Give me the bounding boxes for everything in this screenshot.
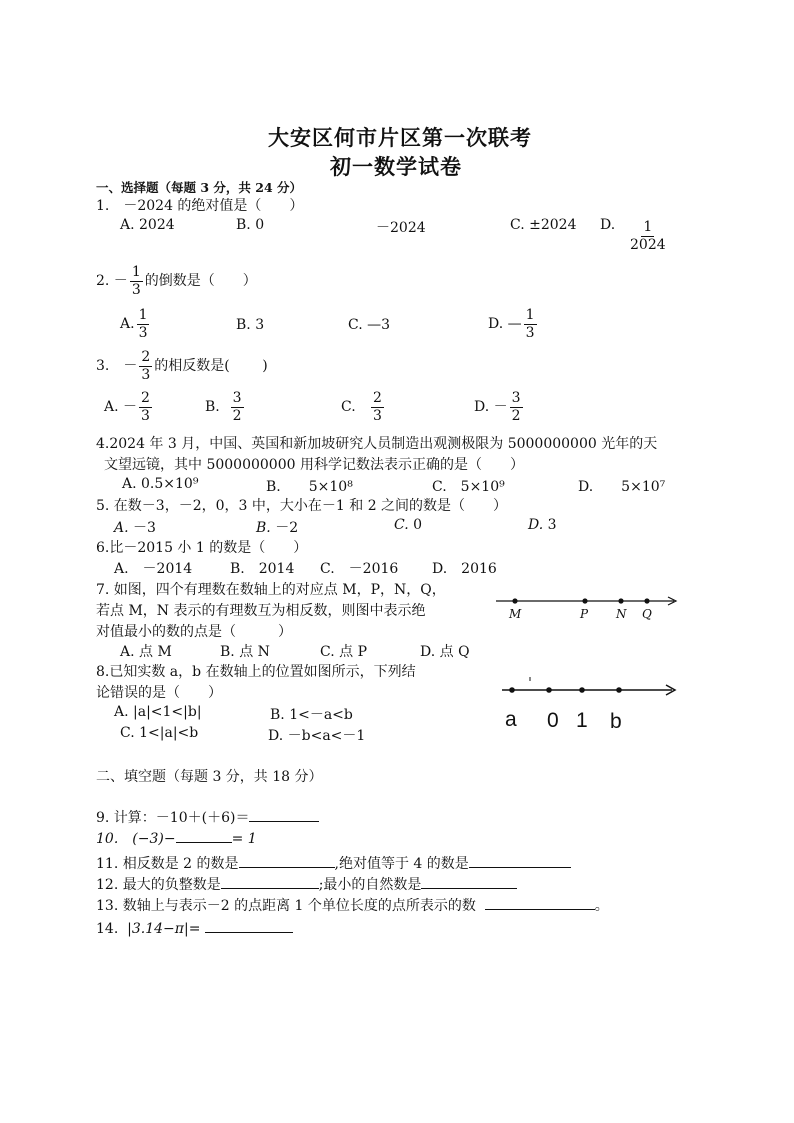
point-n bbox=[618, 598, 623, 603]
point-origin bbox=[546, 687, 552, 693]
q10-suffix: = 1 bbox=[231, 831, 257, 847]
q4-option-a: A. 0.5×10⁹ bbox=[122, 476, 199, 492]
q6-option-c: C. －2016 bbox=[320, 561, 399, 577]
fraction-denominator: 2024 bbox=[630, 236, 666, 253]
answer-blank[interactable] bbox=[421, 874, 517, 889]
point-p bbox=[582, 598, 587, 603]
fraction-denominator: 2 bbox=[232, 407, 242, 424]
option-label: A. － bbox=[104, 399, 138, 416]
q3-option-b bbox=[205, 391, 246, 423]
option-value: 0 bbox=[413, 517, 423, 533]
q7-option-a: A. 点 M bbox=[120, 644, 172, 660]
question-11 bbox=[96, 853, 571, 873]
label-zero: 0 bbox=[547, 709, 559, 732]
question-4-line-1: 4.2024 年 3 月，中国、英国和新加坡研究人员制造出观测极限为 5000000000 光年的天 bbox=[96, 436, 658, 452]
section-fill-heading: 二、填空题（每题 3 分，共 18 分） bbox=[96, 769, 323, 785]
q9-text: 9. 计算：－10＋(＋6)＝ bbox=[96, 810, 250, 826]
answer-blank[interactable] bbox=[249, 807, 319, 822]
fraction-numerator: 3 bbox=[232, 390, 242, 406]
exam-title: 大安区何市片区第一次联考 bbox=[268, 125, 532, 150]
q8-option-c: C. 1<|a|<b bbox=[120, 725, 199, 741]
q11-prefix: 11. 相反数是 2 的数是 bbox=[96, 856, 239, 872]
question-1-stem: 1. －2024 的绝对值是（ ） bbox=[96, 198, 304, 214]
question-7-line-2: 若点 M，N 表示的有理数互为相反数，则图中表示绝 bbox=[96, 603, 426, 619]
question-9 bbox=[96, 807, 319, 827]
question-6-stem: 6.比－2015 小 1 的数是（ ） bbox=[96, 540, 308, 556]
point-m bbox=[512, 598, 517, 603]
label-b: b bbox=[610, 710, 622, 733]
q1-option-b: B. 0 bbox=[236, 217, 265, 233]
q3-prefix: 3. － bbox=[96, 358, 138, 375]
q1-option-d: D. bbox=[600, 217, 616, 233]
q2-option-b: B. 3 bbox=[236, 317, 265, 333]
point-b bbox=[616, 687, 622, 693]
option-label: B. bbox=[205, 399, 220, 416]
q7-option-b: B. 点 N bbox=[220, 644, 270, 660]
fraction-denominator: 3 bbox=[138, 324, 148, 341]
point-q bbox=[644, 598, 649, 603]
q7-option-d: D. 点 Q bbox=[420, 644, 470, 660]
option-label: D. bbox=[528, 517, 544, 533]
q2-suffix: 的倒数是（ ） bbox=[144, 273, 257, 290]
q10-prefix: 10. (−3)− bbox=[96, 831, 176, 847]
q12-prefix: 12. 最大的负整数是 bbox=[96, 877, 221, 893]
q3-option-d bbox=[474, 391, 525, 423]
q3-option-c bbox=[341, 391, 386, 423]
fraction-denominator: 2 bbox=[511, 407, 521, 424]
q2-option-d bbox=[488, 308, 539, 340]
point-q-label: Q bbox=[642, 607, 652, 621]
question-5-stem: 5. 在数－3，－2，0，3 中，大小在－1 和 2 之间的数是（ ） bbox=[96, 498, 508, 514]
question-7-line-3: 对值最小的数的点是（ ） bbox=[96, 624, 292, 640]
q4-option-b: B. 5×10⁸ bbox=[266, 479, 353, 495]
option-label: C. bbox=[341, 399, 356, 416]
answer-blank[interactable] bbox=[221, 874, 319, 889]
answer-blank[interactable] bbox=[469, 853, 571, 868]
q5-option-a bbox=[114, 517, 156, 537]
q11-middle: ,绝对值等于 4 的数是 bbox=[334, 856, 469, 872]
option-label: A. bbox=[120, 316, 135, 333]
question-4-line-2: 文望远镜，其中 5000000000 用科学记数法表示正确的是（ ） bbox=[104, 457, 524, 473]
fraction-numerator: 1 bbox=[643, 219, 653, 235]
q12-middle: ;最小的自然数是 bbox=[318, 877, 422, 893]
q6-option-a: A. －2014 bbox=[114, 561, 193, 577]
answer-blank[interactable] bbox=[485, 895, 595, 910]
fraction-numerator: 1 bbox=[525, 307, 535, 323]
option-label: D. － bbox=[474, 399, 508, 416]
fraction-denominator: 3 bbox=[141, 366, 151, 383]
question-8-line-2: 论错误的是（ ） bbox=[96, 685, 222, 701]
fraction-numerator: 2 bbox=[373, 390, 382, 406]
q1-option-b-extra: －2024 bbox=[376, 220, 426, 236]
fraction-denominator: 3 bbox=[141, 407, 150, 424]
question-13 bbox=[96, 895, 609, 915]
question-8-line-1: 8.已知实数 a，b 在数轴上的位置如图所示，下列结 bbox=[96, 664, 416, 680]
fraction-numerator: 2 bbox=[141, 349, 151, 365]
option-label: C. bbox=[394, 517, 409, 533]
point-m-label: M bbox=[509, 607, 522, 621]
q7-option-c: C. 点 P bbox=[320, 644, 367, 660]
option-value: 3 bbox=[547, 517, 557, 533]
q8-option-a: A. |a|<1<|b| bbox=[114, 704, 202, 720]
q4-option-d: D. 5×10⁷ bbox=[578, 479, 666, 495]
q8-option-d: D. －b<a<－1 bbox=[268, 728, 366, 744]
question-7-line-1: 7. 如图，四个有理数在数轴上的对应点 M，P，N，Q， bbox=[96, 582, 446, 598]
exam-subtitle: 初一数学试卷 bbox=[330, 154, 462, 179]
q14-prefix: 14. bbox=[96, 921, 119, 937]
fraction-numerator: 1 bbox=[138, 307, 148, 323]
option-value: －3 bbox=[133, 520, 156, 536]
fraction-numerator: 1 bbox=[131, 264, 141, 280]
q5-option-b bbox=[256, 517, 298, 537]
q13-suffix: 。 bbox=[594, 898, 609, 914]
point-p-label: P bbox=[580, 607, 589, 621]
question-3-stem bbox=[96, 350, 268, 382]
q8-number-line-figure bbox=[496, 672, 682, 738]
q2-option-c: C. —3 bbox=[348, 317, 391, 333]
point-a bbox=[509, 687, 515, 693]
label-a: a bbox=[505, 708, 517, 731]
q8-option-b: B. 1<－a<b bbox=[270, 707, 353, 723]
point-one bbox=[579, 687, 585, 693]
answer-blank[interactable] bbox=[239, 853, 335, 868]
fraction-denominator: 3 bbox=[525, 324, 535, 341]
q3-option-a bbox=[104, 391, 154, 423]
fraction-denominator: 3 bbox=[373, 407, 382, 424]
q14-expression: |3.14−π|= bbox=[127, 921, 201, 937]
fraction-numerator: 2 bbox=[141, 390, 150, 406]
question-2-stem bbox=[96, 265, 257, 297]
q1-option-c: C. ±2024 bbox=[510, 217, 577, 233]
question-14 bbox=[96, 918, 293, 937]
option-label: D. — bbox=[488, 316, 522, 333]
q1-option-a: A. 2024 bbox=[120, 217, 175, 233]
q1-option-d-fraction bbox=[626, 220, 670, 252]
q6-option-b: B. 2014 bbox=[230, 561, 295, 577]
q2-prefix: 2. － bbox=[96, 273, 128, 290]
label-one: 1 bbox=[576, 709, 588, 732]
answer-blank[interactable] bbox=[205, 918, 293, 933]
fraction-denominator: 3 bbox=[131, 281, 141, 298]
point-n-label: N bbox=[616, 607, 627, 621]
fraction-numerator: 3 bbox=[511, 390, 521, 406]
option-label: B. bbox=[256, 520, 271, 536]
q3-suffix: 的相反数是( ) bbox=[154, 358, 268, 375]
option-label: A. bbox=[114, 520, 129, 536]
question-12 bbox=[96, 874, 517, 894]
question-10 bbox=[96, 828, 257, 848]
q13-prefix: 13. 数轴上与表示－2 的点距离 1 个单位长度的点所表示的数 bbox=[96, 898, 476, 914]
q7-number-line-figure bbox=[490, 588, 682, 624]
option-value: －2 bbox=[275, 520, 299, 536]
q2-option-a bbox=[120, 308, 151, 340]
section-choice-heading: 一、选择题（每题 3 分，共 24 分） bbox=[96, 180, 303, 195]
q4-option-c: C. 5×10⁹ bbox=[432, 479, 505, 495]
q5-option-d bbox=[528, 517, 557, 533]
answer-blank[interactable] bbox=[176, 828, 232, 843]
q5-option-c bbox=[394, 517, 422, 533]
q6-option-d: D. 2016 bbox=[432, 561, 497, 577]
